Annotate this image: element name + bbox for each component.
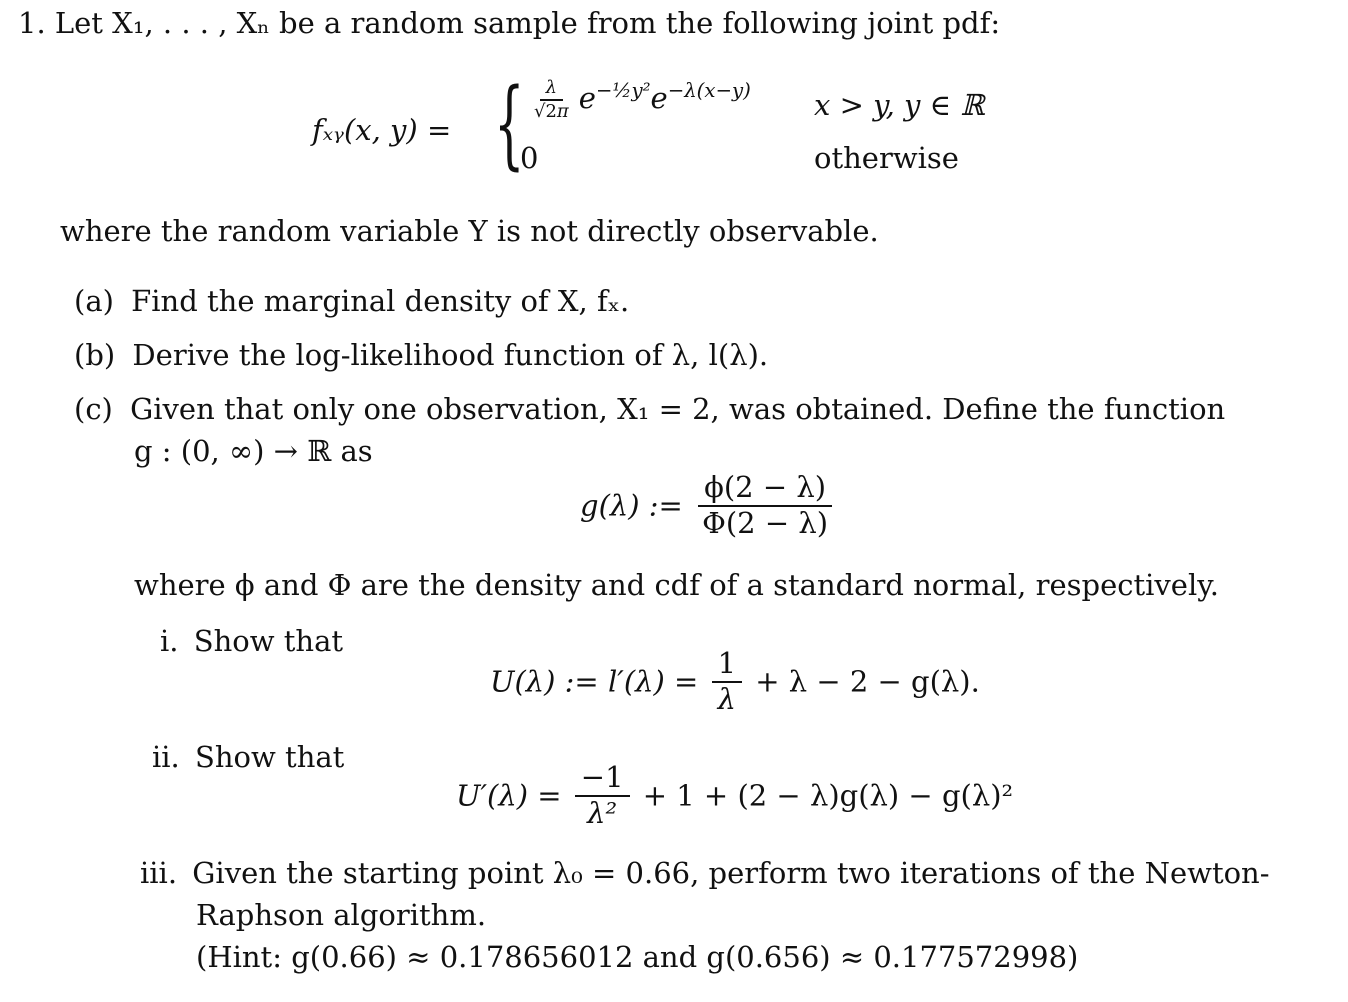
pdf-case2-expression: 0 (520, 141, 539, 175)
pdf-case1-expression: $\frac{\lambda}{√2\pi}$ $e^{-\frac{1}{2}y^2}e^{-\lambda(x-y)}$ (534, 77, 751, 122)
subpart-i-label: i. (160, 624, 179, 658)
u-numerator: 1 (712, 648, 742, 683)
g-denominator: Φ(2 − λ) (702, 505, 829, 540)
subpart-ii (152, 740, 344, 775)
u-prime-equation (456, 762, 1013, 830)
subpart-iii (140, 856, 1270, 891)
subpart-i (160, 624, 343, 659)
subpart-iii-hint: (Hint: g(0.66) ≈ 0.178656012 and g(0.656) ≈ 0.177572998) (196, 940, 1079, 974)
part-b-text: Derive the log-likelihood function of λ, l(λ). (132, 338, 769, 372)
part-a-label: (a) (74, 284, 114, 318)
u-prime-denominator: λ² (587, 795, 618, 830)
problem-intro: Let X₁, . . . , Xₙ be a random sample from the following joint pdf: (54, 6, 1001, 40)
u-prime-rhs: + 1 + (2 − λ)g(λ) − g(λ)² (642, 778, 1014, 813)
pdf-lhs: fₓᵧ(x, y) = (312, 113, 452, 147)
subpart-i-text: Show that (193, 624, 344, 658)
problem-number: 1. (18, 6, 46, 40)
u-equation (490, 648, 980, 716)
part-c-line1 (74, 392, 1225, 427)
part-a (74, 284, 629, 319)
pdf-case1-condition: x > y, y ∈ ℝ (814, 88, 985, 122)
part-c-line2: g : (0, ∞) → ℝ as (134, 434, 373, 468)
subpart-iii-line1: Given the starting point λ₀ = 0.66, perform two iterations of the Newton- (192, 856, 1270, 890)
part-c-text: Given that only one observation, X₁ = 2, was obtained. Define the function (130, 392, 1226, 426)
subpart-ii-label: ii. (152, 740, 180, 774)
subpart-ii-text: Show that (195, 740, 345, 774)
u-prime-numerator: −1 (575, 762, 630, 797)
part-b-label: (b) (74, 338, 116, 372)
g-numerator: ϕ(2 − λ) (698, 472, 832, 507)
part-c-label: (c) (74, 392, 113, 426)
u-rhs: + λ − 2 − g(λ). (755, 664, 980, 699)
problem-intro-line (18, 6, 1000, 41)
u-prime-lhs: U′(λ) = (456, 778, 562, 813)
u-lhs: U(λ) := l′(λ) = (490, 664, 699, 699)
part-a-text: Find the marginal density of X, fₓ. (131, 284, 630, 318)
cases-brace: { (494, 68, 525, 180)
g-lhs: g(λ) := (580, 488, 683, 523)
g-definition (580, 472, 838, 540)
part-b (74, 338, 768, 373)
phi-definition-note: where ϕ and Φ are the density and cdf of a standard normal, respectively. (134, 568, 1219, 602)
pdf-case2-condition: otherwise (814, 141, 959, 175)
subpart-iii-label: iii. (140, 856, 178, 890)
observability-note: where the random variable Y is not directly observable. (60, 214, 879, 248)
subpart-iii-line2: Raphson algorithm. (196, 898, 487, 932)
u-denominator: λ (717, 681, 736, 716)
